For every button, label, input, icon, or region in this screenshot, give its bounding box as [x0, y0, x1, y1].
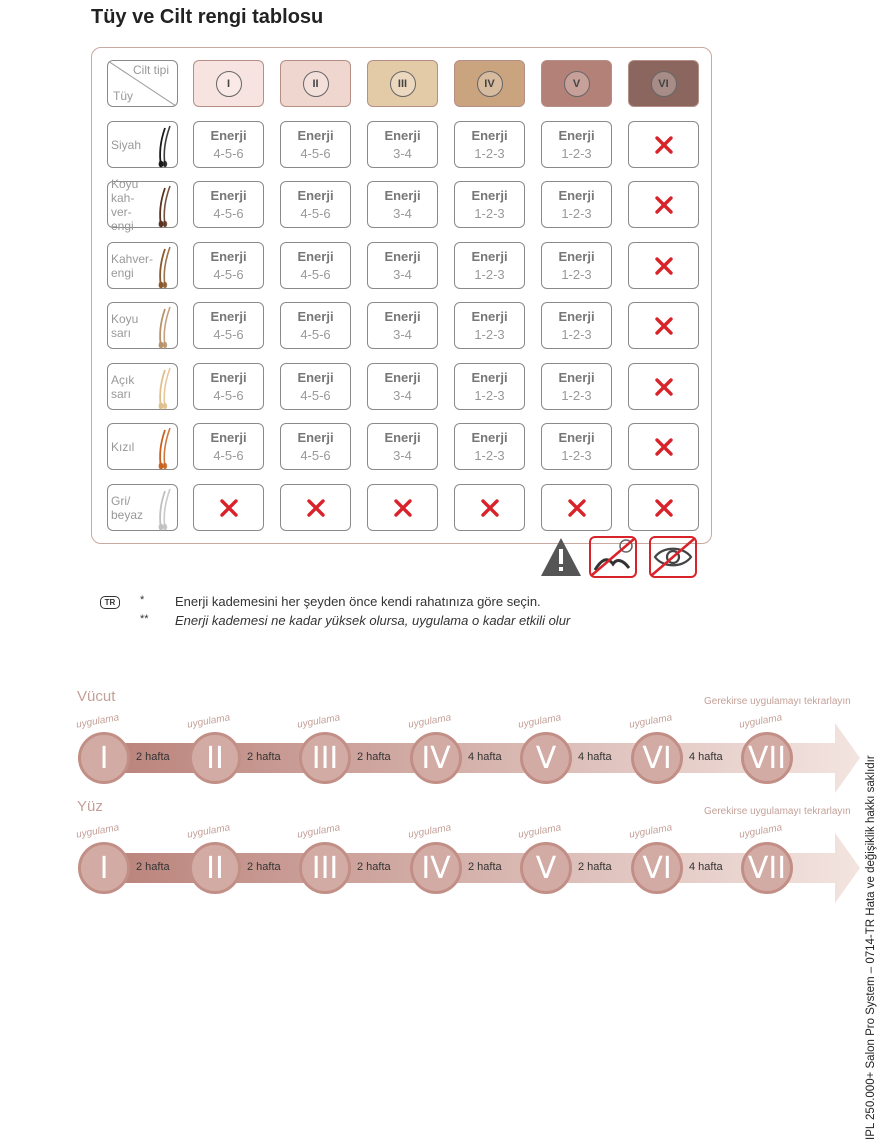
session-label: uygulama: [738, 822, 783, 841]
not-suitable-icon: [654, 377, 674, 397]
energy-level-cell: [280, 363, 351, 410]
not-suitable-cell: [628, 363, 699, 410]
energy-levels: 1-2-3: [561, 326, 592, 342]
hair-color-name: Kızıl: [111, 439, 135, 454]
session-circle: II: [189, 732, 241, 784]
energy-levels: 4-5-6: [300, 266, 331, 282]
energy-word: Enerji: [297, 187, 334, 203]
hair-color-label: [107, 423, 178, 470]
skin-type-numeral: VI: [651, 71, 677, 97]
interval-label: 2 hafta: [247, 861, 281, 873]
not-suitable-icon: [654, 437, 674, 457]
energy-word: Enerji: [297, 429, 334, 445]
hair-axis-label: Tüy: [113, 89, 134, 103]
not-suitable-icon: [654, 256, 674, 276]
hair-strand-icon: [153, 245, 175, 289]
session-circle: V: [520, 842, 572, 894]
session-label: uygulama: [296, 822, 341, 841]
session-label: uygulama: [296, 712, 341, 731]
skin-type-numeral: IV: [477, 71, 503, 97]
energy-levels: 4-5-6: [300, 145, 331, 161]
hair-color-name: Koyu sarı: [111, 311, 139, 340]
not-suitable-cell: [628, 181, 699, 228]
energy-level-cell: [367, 363, 438, 410]
session-label: uygulama: [186, 712, 231, 731]
energy-word: Enerji: [558, 429, 595, 445]
session-circle: VII: [741, 732, 793, 784]
energy-levels: 1-2-3: [561, 145, 592, 161]
not-suitable-icon: [654, 135, 674, 155]
interval-label: 2 hafta: [136, 751, 170, 763]
hair-strand-icon: [153, 487, 175, 531]
not-suitable-cell: [628, 242, 699, 289]
session-circle: VII: [741, 842, 793, 894]
energy-levels: 4-5-6: [213, 447, 244, 463]
energy-level-cell: [541, 302, 612, 349]
hair-skin-table: [91, 47, 712, 544]
hair-color-name: Gri/ beyaz: [111, 493, 144, 522]
energy-levels: 4-5-6: [300, 447, 331, 463]
energy-level-cell: [280, 302, 351, 349]
not-suitable-icon: [219, 498, 239, 518]
warning-triangle-icon: [540, 536, 588, 578]
energy-word: Enerji: [558, 369, 595, 385]
skin-type-header: [541, 60, 612, 107]
energy-level-cell: [541, 363, 612, 410]
energy-word: Enerji: [384, 127, 421, 143]
energy-level-cell: [193, 181, 264, 228]
energy-levels: 3-4: [393, 326, 412, 342]
interval-label: 2 hafta: [357, 861, 391, 873]
hair-strand-icon: [153, 366, 175, 410]
interval-label: 2 hafta: [136, 861, 170, 873]
energy-level-cell: [193, 363, 264, 410]
not-suitable-cell: [541, 484, 612, 531]
energy-levels: 4-5-6: [300, 326, 331, 342]
hair-color-name: Açık sarı: [111, 372, 135, 401]
energy-levels: 3-4: [393, 145, 412, 161]
energy-word: Enerji: [471, 369, 508, 385]
skin-type-axis-label: Cilt tipi: [132, 63, 169, 77]
energy-word: Enerji: [210, 127, 247, 143]
interval-label: 2 hafta: [578, 861, 612, 873]
session-circle: VI: [631, 732, 683, 784]
table-corner-header: [107, 60, 178, 107]
energy-level-cell: [367, 423, 438, 470]
energy-levels: 1-2-3: [561, 266, 592, 282]
energy-levels: 4-5-6: [213, 205, 244, 221]
energy-levels: 3-4: [393, 266, 412, 282]
energy-levels: 3-4: [393, 447, 412, 463]
session-label: uygulama: [75, 822, 120, 841]
energy-level-cell: [454, 363, 525, 410]
session-label: uygulama: [407, 822, 452, 841]
energy-level-cell: [280, 121, 351, 168]
language-badge: TR: [100, 596, 120, 609]
not-suitable-icon: [393, 498, 413, 518]
hair-color-label: [107, 176, 178, 233]
footnote-text: Enerji kademesini her şeyden önce kendi rahatınıza göre seçin.: [175, 594, 541, 609]
hair-color-label: [107, 363, 178, 410]
energy-level-cell: [367, 302, 438, 349]
not-suitable-cell: [628, 121, 699, 168]
energy-level-cell: [367, 121, 438, 168]
energy-level-cell: [193, 423, 264, 470]
session-circle: III: [299, 732, 351, 784]
energy-word: Enerji: [297, 308, 334, 324]
footnote-mark: **: [140, 613, 149, 625]
energy-level-cell: [367, 242, 438, 289]
energy-level-cell: [280, 242, 351, 289]
session-label: uygulama: [517, 712, 562, 731]
energy-word: Enerji: [558, 248, 595, 264]
session-label: uygulama: [517, 822, 562, 841]
interval-label: 4 hafta: [468, 751, 502, 763]
schedule-title: Yüz: [77, 798, 103, 815]
energy-levels: 1-2-3: [561, 447, 592, 463]
not-suitable-icon: [654, 498, 674, 518]
hair-strand-icon: [153, 305, 175, 349]
not-suitable-cell: [628, 302, 699, 349]
interval-label: 2 hafta: [468, 861, 502, 873]
energy-word: Enerji: [210, 369, 247, 385]
session-circle: I: [78, 842, 130, 894]
skin-type-header: [628, 60, 699, 107]
interval-label: 2 hafta: [357, 751, 391, 763]
hair-strand-icon: [153, 426, 175, 470]
energy-word: Enerji: [558, 308, 595, 324]
hair-strand-icon: [153, 184, 175, 228]
energy-levels: 3-4: [393, 387, 412, 403]
skin-type-numeral: V: [564, 71, 590, 97]
energy-levels: 1-2-3: [474, 326, 505, 342]
energy-levels: 1-2-3: [474, 447, 505, 463]
footnote-mark: *: [140, 594, 145, 606]
energy-level-cell: [541, 242, 612, 289]
not-suitable-icon: [654, 195, 674, 215]
session-label: uygulama: [75, 712, 120, 731]
not-suitable-cell: [193, 484, 264, 531]
energy-level-cell: [541, 423, 612, 470]
not-suitable-cell: [280, 484, 351, 531]
page-title: Tüy ve Cilt rengi tablosu: [91, 6, 324, 28]
energy-word: Enerji: [471, 127, 508, 143]
session-circle: III: [299, 842, 351, 894]
energy-levels: 4-5-6: [213, 266, 244, 282]
interval-label: 4 hafta: [578, 751, 612, 763]
repeat-note: Gerekirse uygulamayı tekrarlayın: [704, 696, 851, 707]
hair-color-name: Siyah: [111, 137, 142, 152]
skin-type-header: [454, 60, 525, 107]
energy-word: Enerji: [384, 369, 421, 385]
energy-word: Enerji: [210, 308, 247, 324]
hair-color-name: Kahver- engi: [111, 251, 154, 280]
energy-word: Enerji: [384, 248, 421, 264]
session-circle: V: [520, 732, 572, 784]
hair-color-label: [107, 121, 178, 168]
session-label: uygulama: [628, 712, 673, 731]
skin-type-numeral: I: [216, 71, 242, 97]
energy-levels: 1-2-3: [561, 205, 592, 221]
energy-level-cell: [280, 423, 351, 470]
energy-level-cell: [454, 121, 525, 168]
energy-levels: 3-4: [393, 205, 412, 221]
energy-level-cell: [193, 302, 264, 349]
energy-levels: 1-2-3: [474, 145, 505, 161]
schedule-title: Vücut: [77, 688, 116, 705]
energy-level-cell: [367, 181, 438, 228]
energy-word: Enerji: [210, 248, 247, 264]
energy-word: Enerji: [384, 429, 421, 445]
session-circle: IV: [410, 732, 462, 784]
not-suitable-cell: [628, 484, 699, 531]
energy-levels: 1-2-3: [561, 387, 592, 403]
energy-word: Enerji: [558, 127, 595, 143]
not-suitable-icon: [567, 498, 587, 518]
interval-label: 2 hafta: [247, 751, 281, 763]
not-suitable-icon: [480, 498, 500, 518]
hair-color-name: Koyu kah-ver- engi: [111, 176, 139, 233]
energy-word: Enerji: [471, 187, 508, 203]
not-suitable-icon: [306, 498, 326, 518]
energy-level-cell: [541, 181, 612, 228]
energy-word: Enerji: [471, 248, 508, 264]
energy-word: Enerji: [558, 187, 595, 203]
energy-level-cell: [454, 302, 525, 349]
interval-label: 4 hafta: [689, 861, 723, 873]
not-suitable-cell: [367, 484, 438, 531]
energy-level-cell: [193, 242, 264, 289]
no-sun-tanning-icon: [589, 536, 637, 578]
session-circle: I: [78, 732, 130, 784]
hair-color-label: [107, 484, 178, 531]
session-label: uygulama: [738, 712, 783, 731]
session-label: uygulama: [628, 822, 673, 841]
skin-type-header: [280, 60, 351, 107]
hair-color-label: [107, 242, 178, 289]
energy-levels: 1-2-3: [474, 387, 505, 403]
energy-word: Enerji: [471, 429, 508, 445]
not-suitable-icon: [654, 316, 674, 336]
session-circle: VI: [631, 842, 683, 894]
session-circle: II: [189, 842, 241, 894]
not-suitable-cell: [628, 423, 699, 470]
skin-type-numeral: III: [390, 71, 416, 97]
energy-level-cell: [541, 121, 612, 168]
energy-word: Enerji: [210, 187, 247, 203]
energy-level-cell: [193, 121, 264, 168]
no-eye-exposure-icon: [649, 536, 697, 578]
interval-label: 4 hafta: [689, 751, 723, 763]
energy-word: Enerji: [297, 248, 334, 264]
hair-strand-icon: [153, 124, 175, 168]
energy-word: Enerji: [471, 308, 508, 324]
skin-type-numeral: II: [303, 71, 329, 97]
energy-levels: 4-5-6: [213, 387, 244, 403]
hair-color-label: [107, 302, 178, 349]
energy-word: Enerji: [384, 308, 421, 324]
energy-word: Enerji: [210, 429, 247, 445]
session-label: uygulama: [186, 822, 231, 841]
energy-word: Enerji: [297, 127, 334, 143]
energy-levels: 1-2-3: [474, 266, 505, 282]
skin-type-header: [193, 60, 264, 107]
energy-level-cell: [280, 181, 351, 228]
session-circle: IV: [410, 842, 462, 894]
energy-levels: 4-5-6: [300, 387, 331, 403]
energy-level-cell: [454, 423, 525, 470]
not-suitable-cell: [454, 484, 525, 531]
energy-levels: 4-5-6: [213, 145, 244, 161]
energy-levels: 1-2-3: [474, 205, 505, 221]
energy-level-cell: [454, 242, 525, 289]
footnote-text: Enerji kademesi ne kadar yüksek olursa, uygulama o kadar etkili olur: [175, 613, 571, 628]
energy-levels: 4-5-6: [213, 326, 244, 342]
skin-type-header: [367, 60, 438, 107]
energy-word: Enerji: [384, 187, 421, 203]
document-footer: IPL 250.000+ Salon Pro System – 0714-TR Hata ve değişiklik hakkı saklıdır: [865, 755, 877, 1140]
energy-level-cell: [454, 181, 525, 228]
energy-word: Enerji: [297, 369, 334, 385]
repeat-note: Gerekirse uygulamayı tekrarlayın: [704, 806, 851, 817]
session-label: uygulama: [407, 712, 452, 731]
energy-levels: 4-5-6: [300, 205, 331, 221]
